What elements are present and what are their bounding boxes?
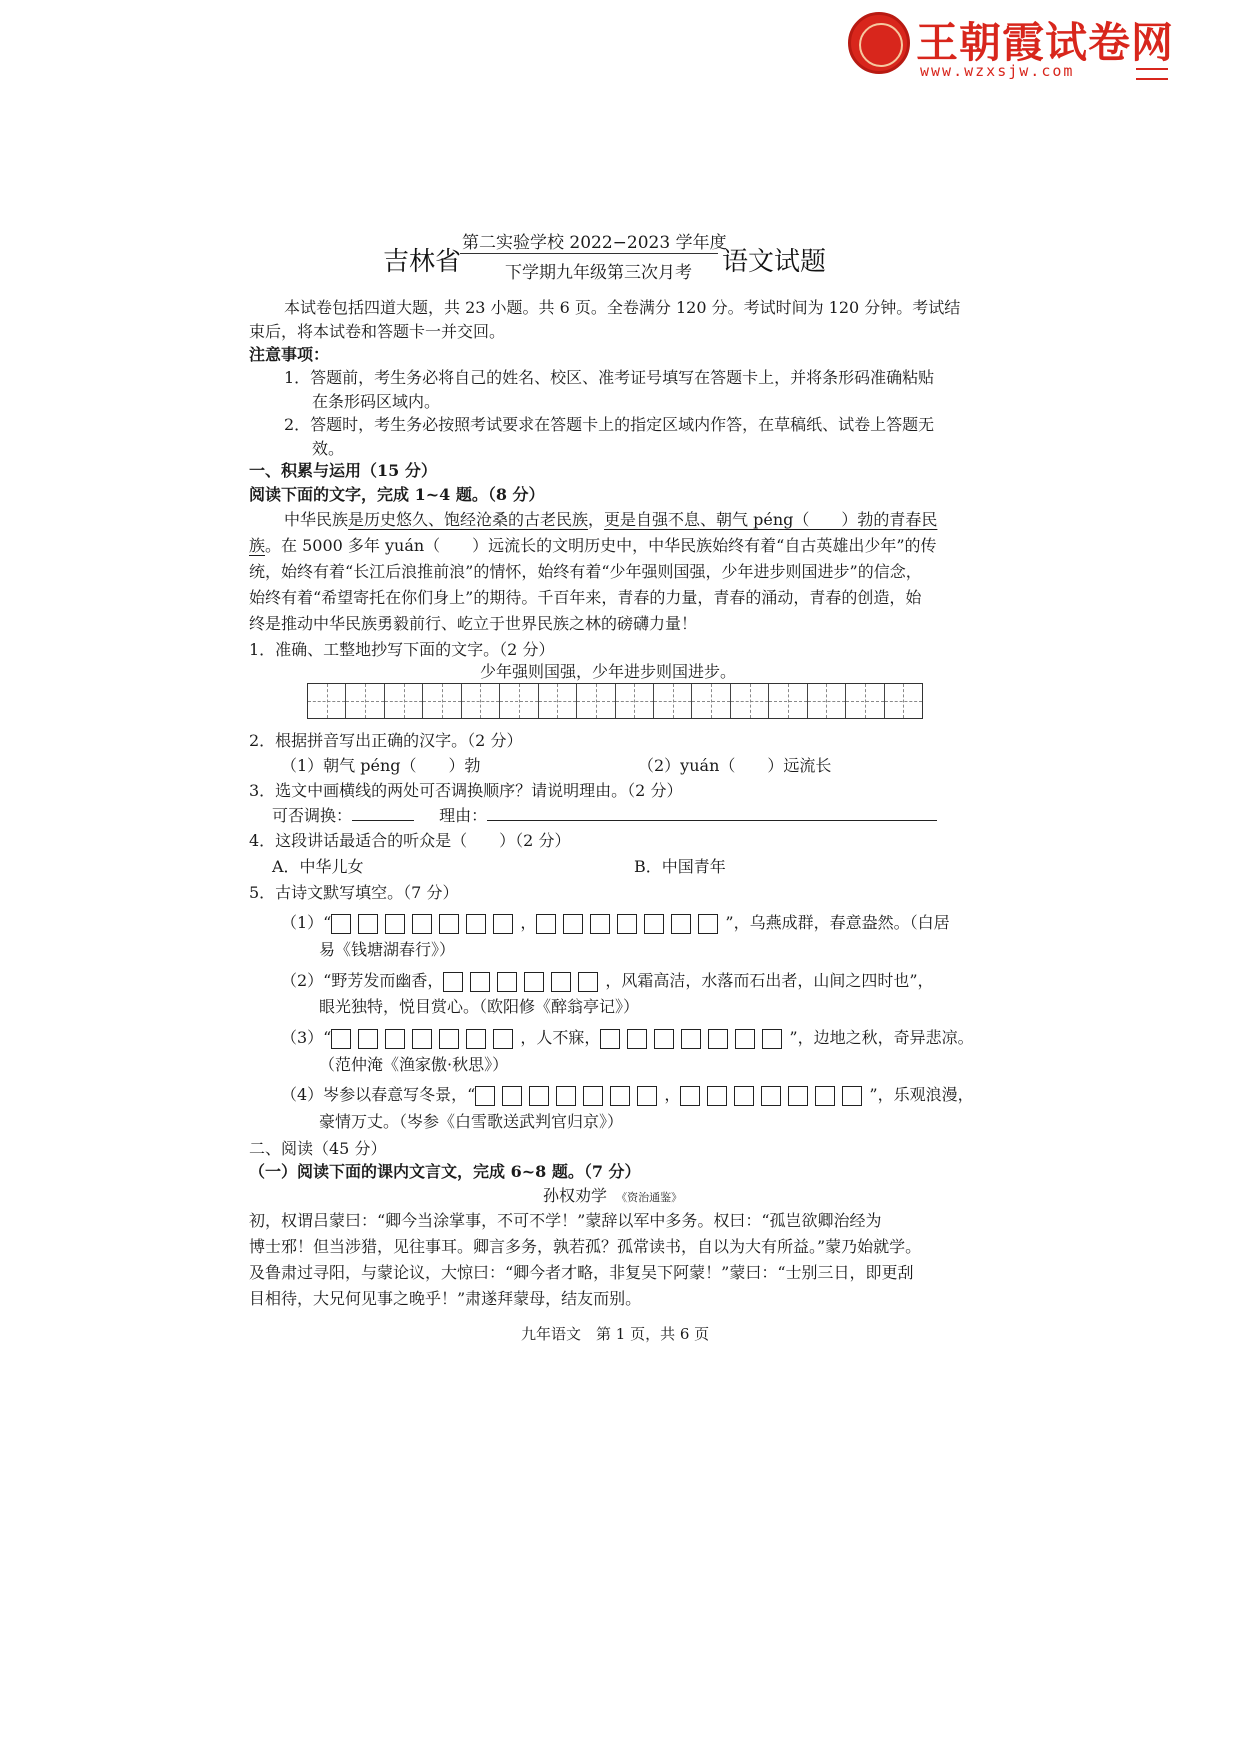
section-2-heading: 二、阅读（45 分） [249, 1139, 387, 1158]
question-5-3-source: （范仲淹《渔家傲·秋思》） [319, 1055, 509, 1074]
passage-line-4: 始终有着“希望寄托在你们身上”的期待。千百年来，青春的力量，青春的涌动，青春的创造，始 [249, 588, 922, 607]
question-4: 4．这段讲话最适合的听众是（ ）（2 分） [249, 831, 571, 850]
question-2: 2．根据拼音写出正确的汉字。（2 分） [249, 731, 523, 750]
title-exam: 下学期九年级第三次月考 [505, 263, 692, 283]
notice-1a: 1．答题前，考生务必将自己的姓名、校区、准考证号填写在答题卡上，并将条形码准确粘贴 [284, 368, 935, 387]
question-5-2-source: 眼光独特，悦目赏心。（欧阳修《醉翁亭记》） [319, 997, 640, 1016]
question-3: 3．选文中画横线的两处可否调换顺序？请说明理由。（2 分） [249, 781, 683, 800]
question-4-option-a: A．中华儿女 [272, 857, 364, 876]
question-5-3: （3）“ ，人不寐， ”，边地之秋，奇异悲凉。 [281, 1025, 974, 1052]
answer-blank[interactable] [352, 804, 414, 821]
question-2-item-1: （1）朝气 péng（ ）勃 [281, 756, 481, 775]
text-source: 《资治通鉴》 [616, 1191, 683, 1204]
title-school: 第二实验学校 2022−2023 学年度 [462, 233, 727, 253]
underlined-phrase-2: 更是自强不息、朝气 péng（ ）勃的青春民 [604, 510, 938, 529]
intro-line-1: 本试卷包括四道大题，共 23 小题。共 6 页。全卷满分 120 分。考试时间为 120 分钟。考试结 [284, 298, 961, 317]
reason-blank[interactable] [487, 804, 937, 821]
section-1-subheading: 阅读下面的文字，完成 1~4 题。（8 分） [249, 485, 545, 504]
title-rule [460, 253, 718, 254]
logo-name: 王朝霞试卷网 [916, 18, 1175, 67]
classical-line-2: 博士邪！但当涉猎，见往事耳。卿言多务，孰若孤？孤常读书，自以为大有所益。”蒙乃始就学。 [249, 1237, 922, 1256]
intro-line-2: 束后，将本试卷和答题卡一并交回。 [249, 322, 506, 341]
answer-boxes[interactable] [600, 1026, 789, 1052]
underlined-phrase-1: 是历史悠久、饱经沧桑的古老民族 [348, 510, 589, 529]
logo-decoration [1136, 68, 1168, 80]
question-5-4-source: 豪情万丈。（岑参《白雪歌送武判官归京》） [319, 1112, 624, 1131]
answer-boxes[interactable] [331, 1026, 520, 1052]
title-province: 吉林省 [383, 247, 462, 277]
section-1-heading: 一、积累与运用（15 分） [249, 461, 437, 480]
passage-line-1: 中华民族是历史悠久、饱经沧桑的古老民族，更是自强不息、朝气 péng（ ）勃的青春民 [284, 510, 938, 529]
passage-line-5: 终是推动中华民族勇毅前行、屹立于世界民族之林的磅礴力量！ [249, 614, 698, 633]
copy-writing-grid[interactable] [307, 683, 923, 719]
question-5-2: （2）“野芳发而幽香， ，风霜高洁，水落而石出者，山间之四时也”， [281, 968, 934, 995]
site-logo [848, 10, 1175, 80]
question-1: 1．准确、工整地抄写下面的文字。（2 分） [249, 640, 555, 659]
title-subject: 语文试题 [722, 247, 827, 277]
question-5-1-source: 易《钱塘湖春行》） [319, 940, 456, 959]
question-5-1: （1）“ ， ”，乌燕成群，春意盎然。（白居 [281, 910, 950, 937]
question-1-text: 少年强则国强，少年进步则国进步。 [480, 662, 737, 681]
classical-line-1: 初，权谓吕蒙曰：“卿今当涂掌事，不可不学！”蒙辞以军中多务。权曰：“孤岂欲卿治经为 [249, 1211, 882, 1230]
answer-boxes[interactable] [536, 911, 725, 937]
answer-boxes[interactable] [331, 911, 520, 937]
question-5-4: （4）岑参以春意写冬景，“ ， ”，乐观浪漫， [281, 1082, 974, 1109]
section-2-subheading: （一）阅读下面的课内文言文，完成 6~8 题。（7 分） [249, 1162, 641, 1181]
classical-line-3: 及鲁肃过寻阳，与蒙论议，大惊曰：“卿今者才略，非复吴下阿蒙！”蒙曰：“士别三日，即更刮 [249, 1263, 914, 1282]
question-5: 5．古诗文默写填空。（7 分） [249, 883, 459, 902]
notice-1b: 在条形码区域内。 [312, 392, 441, 411]
passage-line-3: 统，始终有着“长江后浪推前浪”的情怀，始终有着“少年强则国强，少年进步则国进步”的信念， [249, 562, 922, 581]
notice-2a: 2．答题时，考生务必按照考试要求在答题卡上的指定区域内作答，在草稿纸、试卷上答题无 [284, 415, 935, 434]
question-2-item-2: （2）yuán（ ）远流长 [638, 756, 832, 775]
seal-icon [848, 12, 910, 74]
logo-url: www.wzxsjw.com [920, 62, 1075, 80]
text-title: 孙权劝学 [543, 1186, 608, 1205]
answer-boxes[interactable] [475, 1083, 664, 1109]
text-title-block [543, 1183, 682, 1206]
notice-2b: 效。 [312, 439, 345, 458]
question-4-option-b: B．中国青年 [634, 857, 726, 876]
passage-line-2: 族。在 5000 多年 yuán（ ）远流长的文明历史中，中华民族始终有着“自古英雄出少年”的传 [249, 536, 937, 555]
answer-boxes[interactable] [680, 1083, 869, 1109]
notice-heading: 注意事项： [249, 345, 330, 364]
classical-line-4: 目相待，大兄何见事之晚乎！”肃遂拜蒙母，结友而别。 [249, 1289, 642, 1308]
page-footer: 九年语文 第 1 页，共 6 页 [521, 1325, 710, 1343]
question-3-answer: 可否调换： 理由： [272, 803, 937, 829]
answer-boxes[interactable] [443, 969, 605, 995]
